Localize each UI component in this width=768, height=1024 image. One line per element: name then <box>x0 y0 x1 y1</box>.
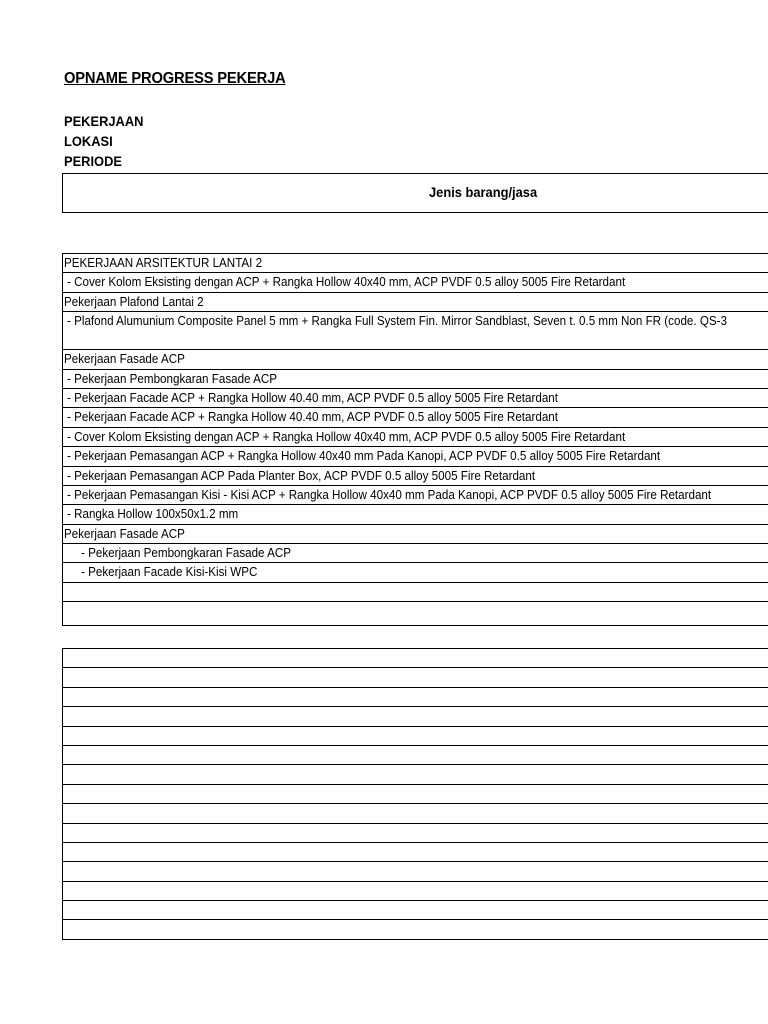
row-label: PEKERJAAN ARSITEKTUR LANTAI 2 <box>64 256 263 270</box>
table-row <box>63 389 768 408</box>
table-row <box>63 486 768 505</box>
table-row <box>63 350 768 369</box>
empty-row <box>63 843 768 862</box>
table-row <box>63 408 768 427</box>
empty-row <box>63 804 768 823</box>
row-label: - Cover Kolom Eksisting dengan ACP + Rangka Hollow 40x40 mm, ACP PVDF 0.5 alloy 5005 Fire Retardant <box>67 429 626 444</box>
empty-row <box>63 583 768 602</box>
empty-row <box>63 901 768 920</box>
table-row <box>63 293 768 312</box>
empty-row <box>63 824 768 843</box>
table-row <box>63 312 768 350</box>
empty-row <box>63 688 768 707</box>
empty-row <box>63 882 768 901</box>
field-periode: PERIODE <box>64 153 122 169</box>
column-header-box <box>62 173 768 213</box>
empty-row <box>63 862 768 881</box>
row-label: - Rangka Hollow 100x50x1.2 mm <box>67 507 239 522</box>
row-label: - Pekerjaan Pemasangan ACP + Rangka Hollow 40x40 mm Pada Kanopi, ACP PVDF 0.5 alloy 5005 Fire Retardant <box>67 449 661 464</box>
table-row <box>63 428 768 447</box>
empty-row <box>63 602 768 626</box>
empty-table <box>62 648 768 940</box>
row-label: - Pekerjaan Pemasangan ACP Pada Planter Box, ACP PVDF 0.5 alloy 5005 Fire Retardant <box>67 468 536 483</box>
work-items-table <box>62 253 768 626</box>
empty-row <box>63 707 768 726</box>
row-label: - Pekerjaan Pemasangan Kisi - Kisi ACP + Rangka Hollow 40x40 mm Pada Kanopi, ACP PVDF 0.5 alloy 5005 Fire Retardant <box>67 487 712 502</box>
table-row <box>63 447 768 466</box>
empty-row <box>63 920 768 939</box>
row-label: Pekerjaan Fasade ACP <box>64 352 185 367</box>
table-row <box>63 505 768 524</box>
document-title: OPNAME PROGRESS PEKERJA <box>64 70 286 87</box>
table-row <box>63 544 768 563</box>
row-label: - Plafond Alumunium Composite Panel 5 mm + Rangka Full System Fin. Mirror Sandblast, Seven t. 0.5 mm Non FR (code. QS-3 <box>67 314 727 329</box>
row-label: - Pekerjaan Facade Kisi-Kisi WPC <box>81 565 258 580</box>
table-row <box>63 563 768 582</box>
row-label: - Pekerjaan Facade ACP + Rangka Hollow 40.40 mm, ACP PVDF 0.5 alloy 5005 Fire Retardant <box>67 390 558 405</box>
table-row <box>63 254 768 273</box>
row-label: Pekerjaan Fasade ACP <box>64 526 185 541</box>
empty-row <box>63 668 768 687</box>
row-label: - Pekerjaan Pembongkaran Fasade ACP <box>67 371 278 386</box>
row-label: Pekerjaan Plafond Lantai 2 <box>64 294 204 309</box>
empty-row <box>63 746 768 765</box>
empty-row <box>63 785 768 804</box>
empty-row <box>63 765 768 784</box>
table-row <box>63 525 768 544</box>
empty-row <box>63 649 768 668</box>
column-header-label: Jenis barang/jasa <box>429 184 538 200</box>
empty-row <box>63 727 768 746</box>
field-lokasi: LOKASI <box>64 133 113 149</box>
row-label: - Cover Kolom Eksisting dengan ACP + Rangka Hollow 40x40 mm, ACP PVDF 0.5 alloy 5005 Fire Retardant <box>67 275 626 290</box>
field-pekerjaan: PEKERJAAN <box>64 113 144 129</box>
row-label: - Pekerjaan Pembongkaran Fasade ACP <box>81 546 292 561</box>
table-row <box>63 273 768 292</box>
table-row <box>63 370 768 389</box>
row-label: - Pekerjaan Facade ACP + Rangka Hollow 40.40 mm, ACP PVDF 0.5 alloy 5005 Fire Retardant <box>67 410 558 425</box>
table-row <box>63 467 768 486</box>
